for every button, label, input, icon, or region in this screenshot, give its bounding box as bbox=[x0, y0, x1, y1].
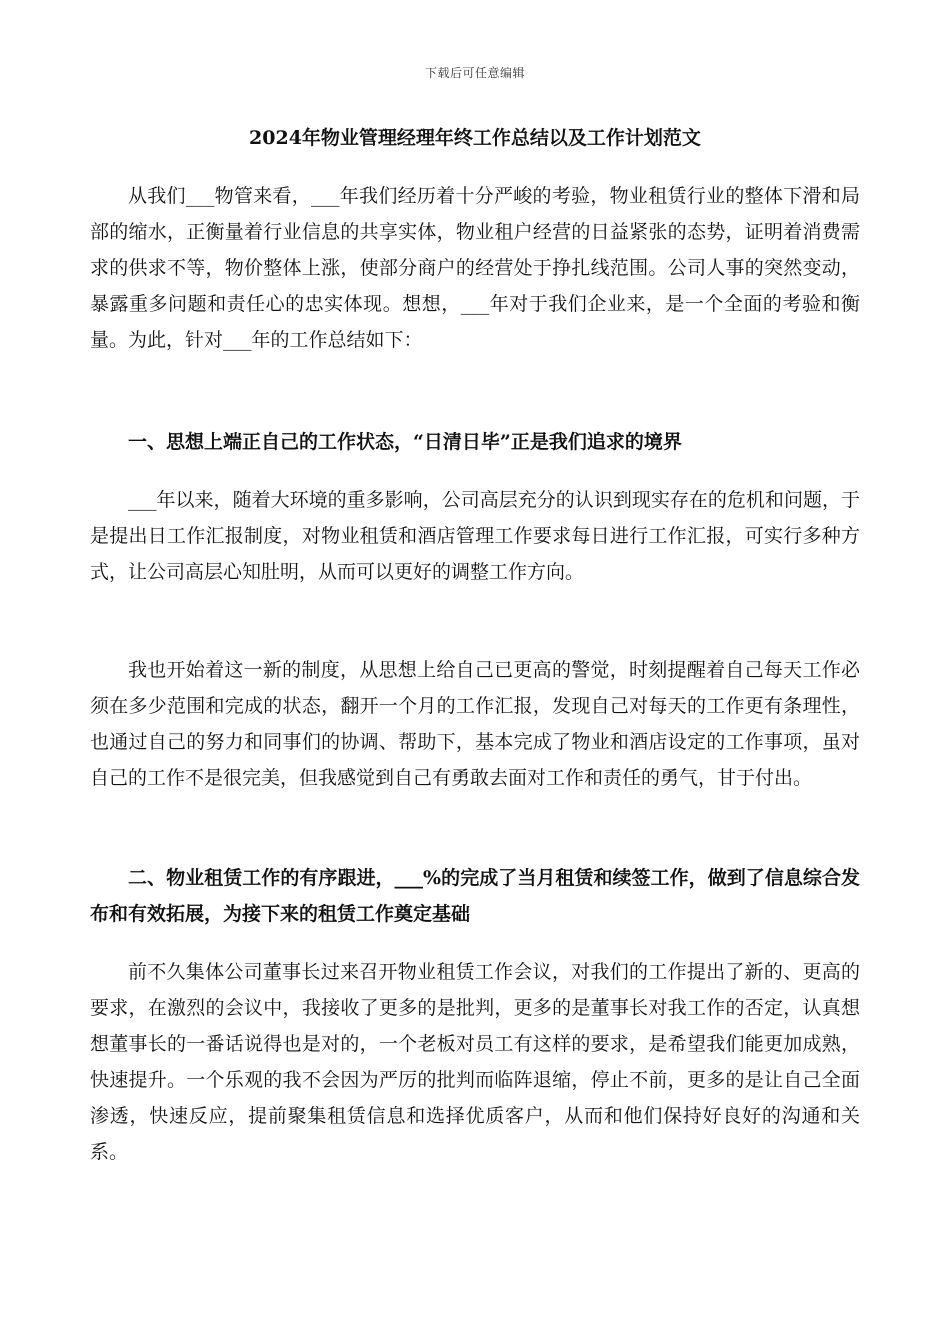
header-note: 下载后可任意编辑 bbox=[424, 66, 525, 80]
section-2-heading: 二、物业租赁工作的有序跟进，___%的完成了当月租赁和续签工作，做到了信息综合发布和有效拓展，为接下来的租赁工作奠定基础 bbox=[90, 867, 860, 925]
intro-paragraph: 从我们___物管来看，___年我们经历着十分严峻的考验，物业租赁行业的整体下滑和局部的缩水，正衡量着行业信息的共享实体，物业租户经营的日益紧张的态势，证明着消费需求的供求不等，物价整体上涨，使部分商户的经营处于挣扎线范围。公司人事的突然变动，暴露重多问题和责任心的忠实体现。想想，___年对于我们企业来，是一个全面的考验和衡量。为此，针对___年的工作总结如下： bbox=[90, 185, 860, 351]
section-1-paragraph-2: 我也开始着这一新的制度，从思想上给自己已更高的警觉，时刻提醒着自己每天工作必须在多少范围和完成的状态，翻开一个月的工作汇报，发现自己对每天的工作更有条理性，也通过自己的努力和同事们的协调、帮助下，基本完成了物业和酒店设定的工作事项，虽对自己的工作不是很完美，但我感觉到自己有勇敢去面对工作和责任的勇气，甘于付出。 bbox=[90, 659, 860, 789]
section-2-paragraph-1: 前不久集体公司董事长过来召开物业租赁工作会议，对我们的工作提出了新的、更高的要求，在激烈的会议中，我接收了更多的是批判，更多的是董事长对我工作的否定，认真想想董事长的一番话说得也是对的，一个老板对员工有这样的要求，是希望我们能更加成熟，快速提升。一个乐观的我不会因为严厉的批判而临阵退缩，停止不前，更多的是让自己全面渗透，快速反应，提前聚集租赁信息和选择优质客户，从而和他们保持好良好的沟通和关系。 bbox=[90, 961, 860, 1163]
document-title: 2024年物业管理经理年终工作总结以及工作计划范文 bbox=[249, 127, 701, 149]
section-1-paragraph-1: ___年以来，随着大环境的重多影响，公司高层充分的认识到现实存在的危机和问题，于是提出日工作汇报制度，对物业租赁和酒店管理工作要求每日进行工作汇报，可实行多种方式，让公司高层心知肚明，从而可以更好的调整工作方向。 bbox=[90, 489, 860, 583]
section-1-heading: 一、思想上端正自己的工作状态，“日清日毕”正是我们追求的境界 bbox=[128, 431, 682, 453]
